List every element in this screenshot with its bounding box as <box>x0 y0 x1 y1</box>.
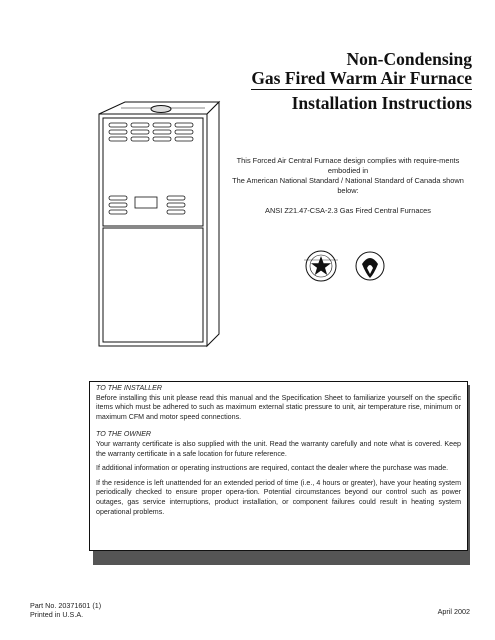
standard-code: ANSI Z21.47-CSA-2.3 Gas Fired Central Furnaces <box>265 206 431 215</box>
star-seal-icon <box>304 251 338 281</box>
owner-text-warranty: Your warranty certificate is also supplied with the unit. Read the warranty carefully and note what is covered. Keep the warranty certificate in a safe location for future reference. <box>96 439 461 458</box>
owner-text-unattended: If the residence is left unattended for an extended period of time (i.e., 4 hours or greater), have your heating system periodically checked to ensure proper opera-tion. Potential circumstances beyond our control such as power outages, gas service interruptions, product installation, or component failures could result in heating system operational problems. <box>96 478 461 516</box>
flame-seal-icon <box>356 252 384 280</box>
title-line-1: Non-Condensing <box>346 49 472 69</box>
standards-compliance-text <box>228 156 468 216</box>
part-number: Part No. 20371601 (1) <box>30 601 102 610</box>
installer-heading: TO THE INSTALLER <box>96 384 162 392</box>
furnace-illustration <box>95 98 225 348</box>
printed-in: Printed in U.S.A. <box>30 610 84 619</box>
owner-heading: TO THE OWNER <box>96 430 152 439</box>
installer-text: Before installing this unit please read this manual and the Specification Sheet to familiarize yourself on the specific items which must be adhered to such as maximum external static pressure to unit, air temperature rise, minimum or maximum CFM and motor speed connections. <box>96 393 461 421</box>
certification-logos <box>296 244 406 294</box>
standard-name: The American National Standard / National Standard of Canada shown below: <box>232 176 464 195</box>
owner-text-contact: If additional information or operating instructions are required, contact the dealer where the purchase was made. <box>96 464 449 473</box>
compliance-statement: This Forced Air Central Furnace design complies with require-ments embodied in <box>236 156 460 175</box>
title-line-2: Gas Fired Warm Air Furnace <box>251 68 472 88</box>
footer-part-info <box>30 601 101 619</box>
document-title <box>251 50 472 113</box>
notice-box <box>89 381 468 551</box>
title-line-3: Installation Instructions <box>291 93 472 113</box>
footer-date: April 2002 <box>437 607 470 616</box>
